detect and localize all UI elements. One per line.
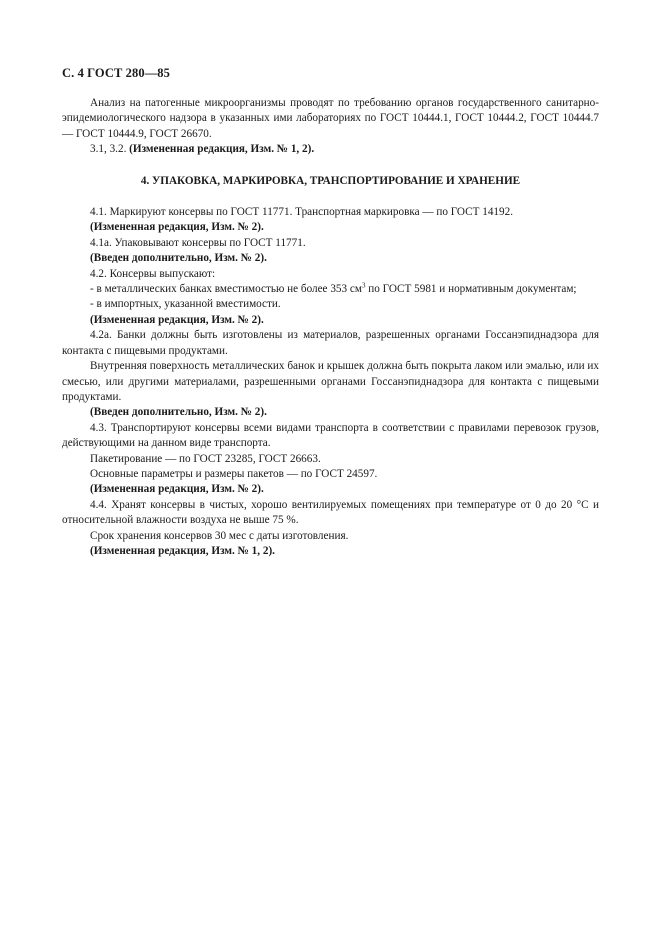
clause-4-2-item-1-text-b: по ГОСТ 5981 и нормативным документам;	[365, 283, 577, 296]
intro-amendment-note: (Измененная редакция, Изм. № 1, 2).	[129, 143, 315, 156]
clause-4-4-shelf-life: Срок хранения консервов 30 мес с даты изготовления.	[90, 529, 349, 542]
section-title: 4. УПАКОВКА, МАРКИРОВКА, ТРАНСПОРТИРОВАНИЕ И ХРАНЕНИЕ	[140, 174, 521, 187]
clause-4-2-item-1	[62, 282, 599, 297]
document-body	[62, 96, 599, 559]
clause-4-1a-note: (Введен дополнительно, Изм. № 2).	[90, 252, 267, 265]
clause-4-1a: 4.1а. Упаковывают консервы по ГОСТ 11771.	[90, 236, 306, 249]
clause-4-4-note: (Измененная редакция, Изм. № 1, 2).	[90, 544, 275, 557]
intro-paragraph: Анализ на патогенные микроорганизмы проводят по требованию органов государственного санитарно-эпидемиологического надзора в указанных ими лабораториях по ГОСТ 10444.1, ГОСТ 10444.2, ГОСТ 10444.7 — ГОСТ 10444.9, ГОСТ 26670.	[62, 97, 599, 140]
clause-4-2-item-1-sup: 3	[361, 281, 366, 290]
clause-4-2a: 4.2а. Банки должны быть изготовлены из материалов, разрешенных органами Госсанэпиднадзора для контакта с пищевыми продуктами.	[62, 329, 599, 357]
intro-amendment-ref: 3.1, 3.2.	[90, 143, 127, 156]
clause-4-2a-para-2: Внутренняя поверхность металлических банок и крышек должна быть покрыта лаком или эмалью, или их смесью, или другими материалами, разрешенными органами Госсанэпиднадзора для контакта с пищевыми продуктами.	[62, 360, 599, 403]
clause-4-3: 4.3. Транспортируют консервы всеми видами транспорта в соответствии с правилами перевозок грузов, действующими на данном виде транспорта.	[62, 421, 599, 450]
clause-4-2-item-1-text-a: - в металлических банках вместимостью не более 353 см	[90, 283, 362, 296]
clause-4-1: 4.1. Маркируют консервы по ГОСТ 11771. Транспортная маркировка — по ГОСТ 14192.	[90, 206, 514, 219]
clause-4-2-note: (Измененная редакция, Изм. № 2).	[90, 313, 264, 326]
clause-4-4: 4.4. Хранят консервы в чистых, хорошо вентилируемых помещениях при температуре от 0 до 20 °С и относительной влажности воздуха не выше 75 %.	[62, 498, 599, 527]
clause-4-2a-note: (Введен дополнительно, Изм. № 2).	[90, 406, 267, 419]
clause-4-1-note: (Измененная редакция, Изм. № 2).	[90, 221, 264, 234]
intro-amendment	[62, 142, 599, 157]
clause-4-2: 4.2. Консервы выпускают:	[90, 267, 216, 280]
clause-4-3-packaging: Пакетирование — по ГОСТ 23285, ГОСТ 26663.	[90, 452, 321, 465]
page-header: С. 4 ГОСТ 280—85	[62, 66, 171, 80]
clause-4-3-parameters: Основные параметры и размеры пакетов — по ГОСТ 24597.	[90, 467, 378, 480]
clause-4-2-item-2: - в импортных, указанной вместимости.	[90, 298, 281, 311]
clause-4-3-note: (Измененная редакция, Изм. № 2).	[90, 483, 264, 496]
